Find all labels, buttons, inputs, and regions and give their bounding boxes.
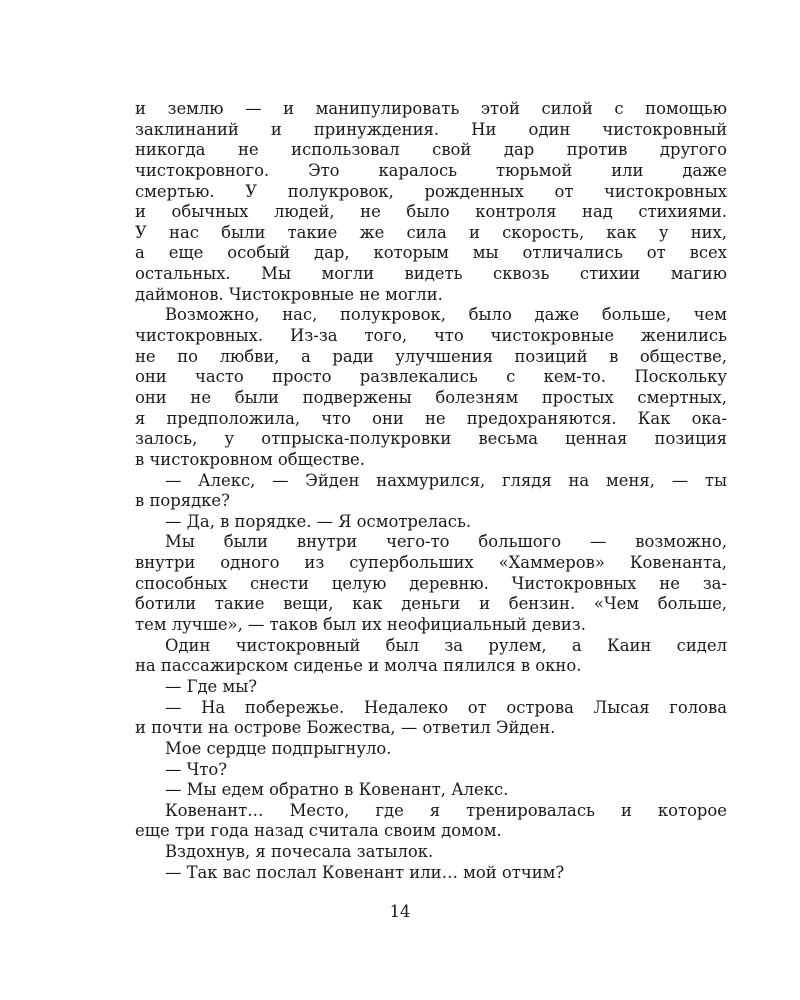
text-line: чистокровных. Из-за того, что чистокровные женились [135, 326, 727, 346]
page-number: 14 [389, 902, 411, 921]
text-line: — Где мы? [165, 676, 258, 696]
text-line: чистокровного. Это каралось тюрьмой или даже [135, 160, 727, 180]
text-line: — Так вас послал Ковенант или… мой отчим? [165, 862, 565, 882]
text-line: даймонов. Чистокровные не могли. [135, 284, 443, 304]
text-line: У нас были такие же сила и скорость, как у них, [135, 222, 727, 242]
text-line: никогда не использовал свой дар против другого [135, 140, 727, 160]
text-line: остальных. Мы могли видеть сквозь стихии магию [135, 264, 727, 284]
text-line: и почти на острове Божества, — ответил Эйден. [135, 718, 556, 738]
text-line: а еще особый дар, которым мы отличались от всех [135, 243, 727, 263]
text-line: — Мы едем обратно в Ковенант, Алекс. [165, 780, 509, 800]
text-line: ботили такие вещи, как деньги и бензин. «Чем больше, [135, 594, 727, 614]
text-line: Вздохнув, я почесала затылок. [165, 842, 434, 862]
text-line: в порядке? [135, 491, 230, 511]
text-line: внутри одного из супербольших «Хаммеров» Ковенанта, [135, 553, 727, 573]
text-line: способных снести целую деревню. Чистокровных не за- [135, 573, 727, 593]
text-line: заклинаний и принуждения. Ни один чистокровный [135, 119, 727, 139]
text-line: — Что? [165, 759, 227, 779]
text-line: не по любви, а ради улучшения позиций в обществе, [135, 346, 727, 366]
text-line: они не были подвержены болезням простых смертных, [135, 387, 727, 407]
text-line: залось, у отпрыска-полукровки весьма ценная позиция [135, 429, 727, 449]
text-line: Возможно, нас, полукровок, было даже больше, чем [165, 305, 727, 325]
text-line: — Алекс, — Эйден нахмурился, глядя на меня, — ты [165, 470, 727, 490]
text-line: в чистокровном обществе. [135, 449, 365, 469]
text-line: тем лучше», — таков был их неофициальный девиз. [135, 615, 586, 635]
text-line: смертью. У полукровок, рожденных от чистокровных [135, 181, 727, 201]
text-line: — Да, в порядке. — Я осмотрелась. [165, 511, 472, 531]
text-line: Мы были внутри чего-то большого — возможно, [165, 532, 727, 552]
text-line: — На побережье. Недалеко от острова Лысая голова [165, 697, 727, 717]
text-line: и обычных людей, не было контроля над стихиями. [135, 202, 727, 222]
body-text [135, 99, 727, 883]
text-line: они часто просто развлекались с кем-то. Поскольку [135, 367, 727, 387]
text-line: Ковенант… Место, где я тренировалась и которое [165, 800, 727, 820]
text-line: Мое сердце подпрыгнуло. [165, 738, 392, 758]
text-line: Один чистокровный был за рулем, а Каин сидел [165, 635, 727, 655]
text-line: еще три года назад считала своим домом. [135, 821, 502, 841]
text-line: на пассажирском сиденье и молча пялился в окно. [135, 656, 582, 676]
text-line: и землю — и манипулировать этой силой с помощью [135, 99, 727, 118]
text-line: я предположила, что они не предохраняются. Как ока- [135, 408, 727, 428]
